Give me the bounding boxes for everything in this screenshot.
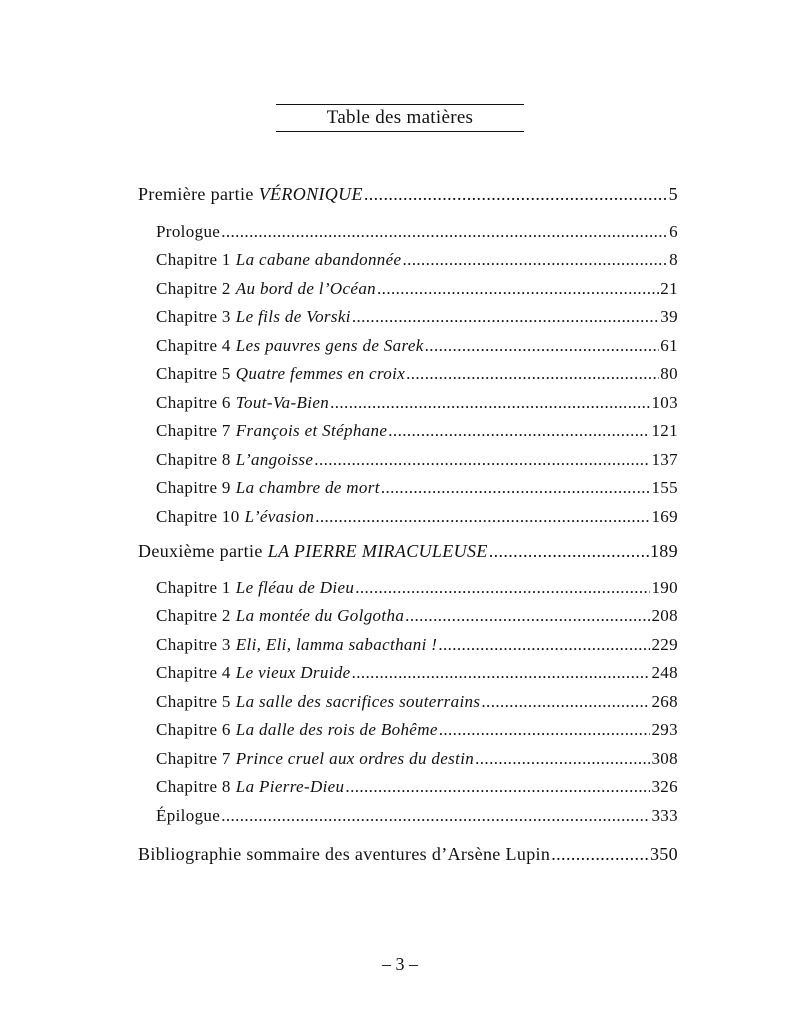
leader-dots <box>388 421 650 441</box>
toc-part-2 <box>138 541 678 562</box>
page-number: 39 <box>660 307 678 326</box>
leader-dots <box>439 720 651 740</box>
entry-label: Chapitre 3 <box>156 635 231 654</box>
leader-dots <box>221 222 668 242</box>
entry-label: Chapitre 6 <box>156 720 231 739</box>
part-title: VÉRONIQUE <box>258 184 363 204</box>
entry-title: Prince cruel aux ordres du destin <box>235 749 475 768</box>
entry-label: Chapitre 9 <box>156 478 231 497</box>
leader-dots <box>377 279 659 299</box>
page-number: 169 <box>651 507 678 526</box>
page-number: 8 <box>669 250 678 269</box>
entry-title: L’évasion <box>244 507 315 526</box>
leader-dots <box>425 336 660 356</box>
entry-label: Chapitre 7 <box>156 749 231 768</box>
page-number: 103 <box>651 393 678 412</box>
page-number: 350 <box>649 844 678 864</box>
entry-label: Prologue <box>156 222 221 241</box>
page-number: 137 <box>651 450 678 469</box>
page-number: 333 <box>651 806 678 825</box>
page-number: 155 <box>651 478 678 497</box>
toc-entry <box>156 364 678 384</box>
entry-label: Chapitre 5 <box>156 692 231 711</box>
leader-dots <box>315 507 650 527</box>
page-number: 6 <box>669 222 678 241</box>
leader-dots <box>221 806 650 826</box>
leader-dots <box>402 250 668 270</box>
page-number: 248 <box>651 663 678 682</box>
toc-entry <box>156 222 678 242</box>
toc-entry <box>156 393 678 413</box>
entry-title: Eli, Eli, lamma sabacthani ! <box>235 635 438 654</box>
entry-title: La montée du Golgotha <box>235 606 405 625</box>
entry-label: Chapitre 5 <box>156 364 231 383</box>
toc-entry <box>156 279 678 299</box>
toc-entry <box>156 507 678 527</box>
leader-dots <box>330 393 650 413</box>
entry-title: La dalle des rois de Bohême <box>235 720 438 739</box>
leader-dots <box>352 307 659 327</box>
page-number: 5 <box>668 184 678 204</box>
toc-entry <box>156 692 678 712</box>
page-number: 21 <box>660 279 678 298</box>
toc-entry <box>156 806 678 826</box>
toc-entry <box>156 250 678 270</box>
toc-entry <box>156 663 678 683</box>
page-number: 293 <box>651 720 678 739</box>
toc-heading: Table des matières <box>276 104 524 132</box>
entry-label: Chapitre 8 <box>156 777 231 796</box>
leader-dots <box>381 478 651 498</box>
toc-entry <box>156 421 678 441</box>
entry-title: Le fléau de Dieu <box>235 578 355 597</box>
entry-label: Chapitre 4 <box>156 663 231 682</box>
page-number: 189 <box>649 541 678 561</box>
entry-title: Le fils de Vorski <box>235 307 351 326</box>
entry-title: La Pierre-Dieu <box>235 777 345 796</box>
toc-entry <box>156 450 678 470</box>
entry-label: Chapitre 2 <box>156 606 231 625</box>
entry-title: La cabane abandonnée <box>235 250 402 269</box>
leader-dots <box>406 364 659 384</box>
toc-entry <box>156 777 678 797</box>
part-label: Deuxième partie <box>138 541 263 561</box>
leader-dots <box>314 450 650 470</box>
entry-label: Chapitre 10 <box>156 507 240 526</box>
toc-entry <box>156 336 678 356</box>
entry-label: Chapitre 2 <box>156 279 231 298</box>
entry-title: Les pauvres gens de Sarek <box>235 336 424 355</box>
entry-label: Chapitre 4 <box>156 336 231 355</box>
page-number: 229 <box>651 635 678 654</box>
entry-title: Quatre femmes en croix <box>235 364 406 383</box>
entry-label: Chapitre 1 <box>156 578 231 597</box>
page-number: 326 <box>651 777 678 796</box>
leader-dots <box>481 692 650 712</box>
part-label: Première partie <box>138 184 254 204</box>
page-number: 308 <box>651 749 678 768</box>
page-number: 121 <box>651 421 678 440</box>
entry-title: La salle des sacrifices souterrains <box>235 692 481 711</box>
leader-dots <box>352 663 651 683</box>
page-number: 190 <box>651 578 678 597</box>
entry-label: Chapitre 7 <box>156 421 231 440</box>
toc-entry <box>156 720 678 740</box>
leader-dots <box>438 635 650 655</box>
page-number: 268 <box>651 692 678 711</box>
leader-dots <box>405 606 650 626</box>
toc-entry <box>156 578 678 598</box>
entry-title: Tout-Va-Bien <box>235 393 330 412</box>
entry-title: Le vieux Druide <box>235 663 351 682</box>
entry-title: L’angoisse <box>235 450 314 469</box>
leader-dots <box>364 184 668 205</box>
page-number: 80 <box>660 364 678 383</box>
page-number: 208 <box>651 606 678 625</box>
entry-label: Chapitre 3 <box>156 307 231 326</box>
toc-bibliography <box>138 844 678 865</box>
toc-entry <box>156 635 678 655</box>
entry-label: Chapitre 1 <box>156 250 231 269</box>
entry-title: Au bord de l’Océan <box>235 279 377 298</box>
part-title: LA PIERRE MIRACULEUSE <box>267 541 488 561</box>
toc-entry <box>156 749 678 769</box>
toc-entry <box>156 478 678 498</box>
leader-dots <box>355 578 650 598</box>
toc-entry <box>156 606 678 626</box>
entry-title: François et Stéphane <box>235 421 388 440</box>
toc-entry <box>156 307 678 327</box>
entry-label: Épilogue <box>156 806 221 825</box>
toc-part-1 <box>138 184 678 205</box>
entry-label: Chapitre 6 <box>156 393 231 412</box>
leader-dots <box>345 777 650 797</box>
bibliography-label: Bibliographie sommaire des aventures d’Arsène Lupin <box>138 844 551 864</box>
entry-label: Chapitre 8 <box>156 450 231 469</box>
leader-dots <box>551 844 649 865</box>
page-footer-number: – 3 – <box>382 954 418 974</box>
entry-title: La chambre de mort <box>235 478 380 497</box>
page-number: 61 <box>660 336 678 355</box>
leader-dots <box>489 541 649 562</box>
leader-dots <box>475 749 650 769</box>
